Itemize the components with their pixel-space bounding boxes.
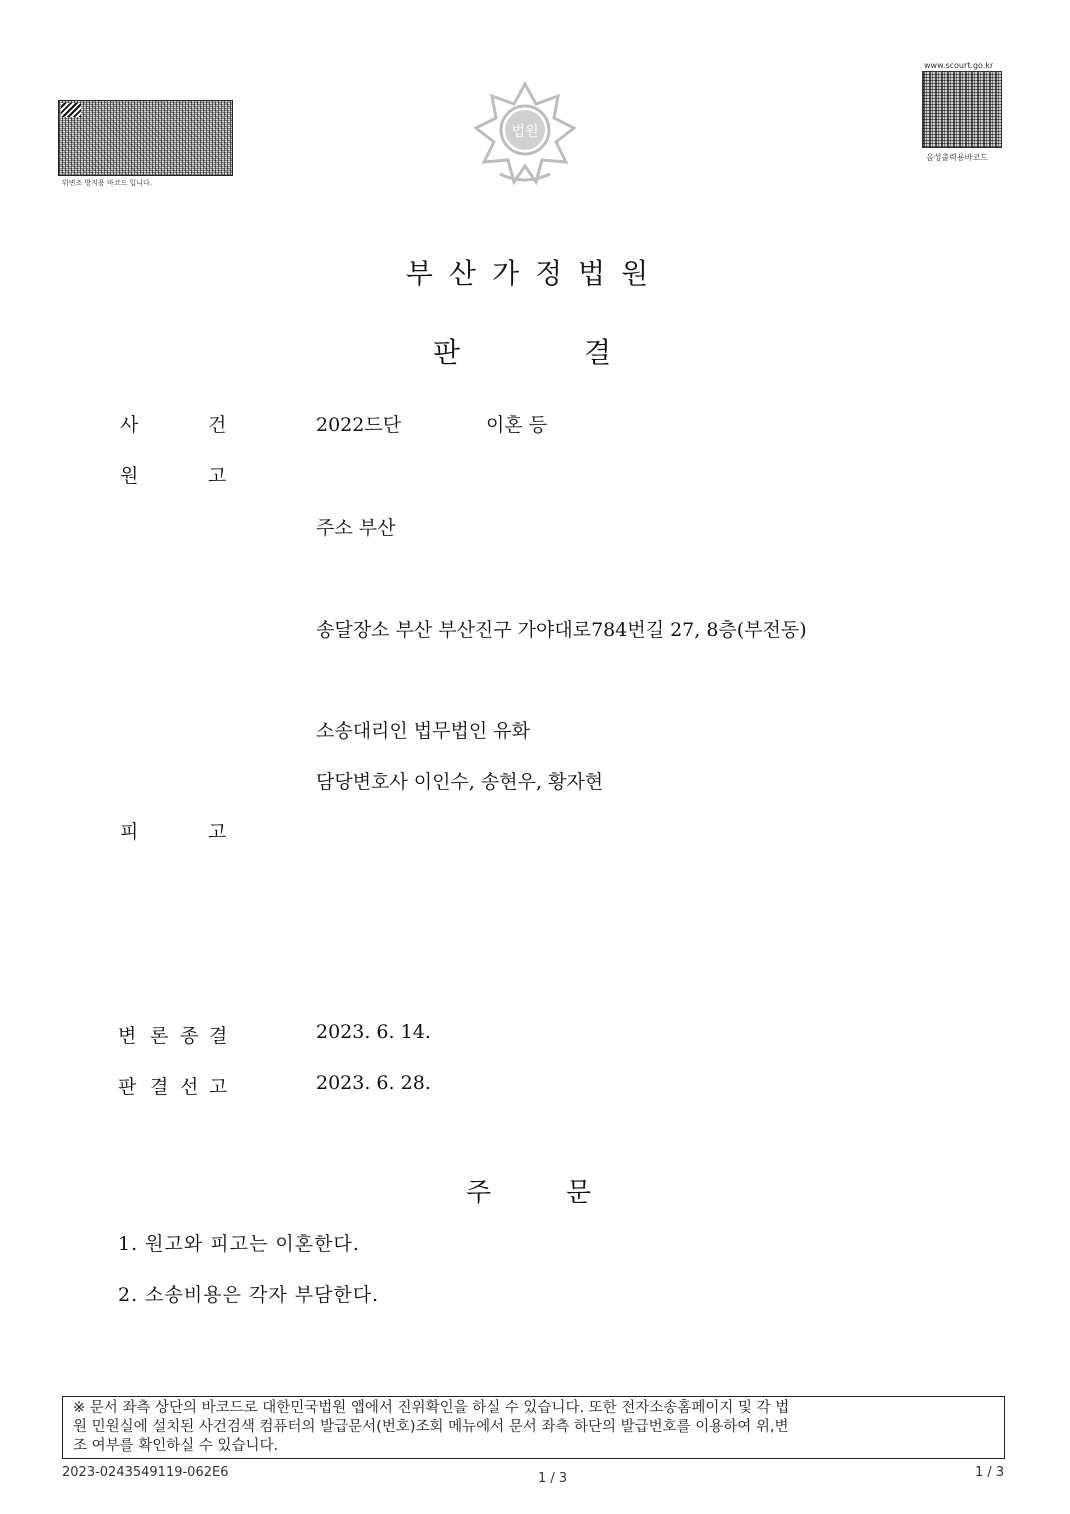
plaintiff-label-1: 원 (120, 465, 139, 487)
case-label-2: 건 (208, 414, 227, 436)
closing-label-1: 변 (118, 1025, 137, 1047)
page-number-center: 1 / 3 (538, 1471, 568, 1486)
judgment-date: 2023. 6. 28. (316, 1072, 431, 1094)
judgment-label-4: 고 (209, 1076, 228, 1098)
order-title-first-char: 주 (466, 1178, 492, 1208)
judgment-label-3: 선 (180, 1076, 199, 1098)
closing-label-2: 론 (150, 1025, 169, 1047)
judgment-label-1: 판 (118, 1076, 137, 1098)
closing-label-3: 종 (180, 1025, 199, 1047)
barcode-caption: 위변조 방지용 바코드 입니다. (62, 179, 153, 187)
plaintiff-lawyers: 담당변호사 이인수, 송현우, 황자현 (316, 771, 604, 793)
verification-barcode (58, 100, 233, 176)
closing-date: 2023. 6. 14. (316, 1021, 431, 1043)
plaintiff-attorney: 소송대리인 법무법인 유화 (316, 720, 530, 742)
notice-line-2: 원 민원실에 설치된 사건검색 컴퓨터의 발급문서(번호)조회 메뉴에서 문서 좌측 하단의 발급번호를 이용하여 위,변 (73, 1419, 789, 1435)
seal-text: 법원 (511, 124, 539, 140)
court-seal-logo (470, 78, 580, 188)
issue-number: 2023-0243549119-062E6 (62, 1465, 229, 1480)
barcode-corner-mark (61, 103, 81, 117)
case-number: 2022드단 (316, 414, 402, 436)
verification-notice (62, 1396, 1005, 1459)
defendant-label-1: 피 (120, 821, 139, 843)
plaintiff-service-address: 송달장소 부산 부산진구 가야대로784번길 27, 8층(부전동) (316, 619, 807, 641)
court-name: 부산가정법원 (405, 257, 665, 290)
order-title-second-char: 문 (566, 1178, 592, 1208)
doc-title-second-char: 결 (584, 336, 612, 369)
closing-label-4: 결 (209, 1025, 228, 1047)
order-item-2: 2. 소송비용은 각자 부담한다. (118, 1284, 380, 1306)
voice-barcode-caption: 음성출력용바코드 (926, 153, 988, 162)
voice-output-barcode (922, 71, 1002, 148)
notice-line-1: ※ 문서 좌측 상단의 바코드로 대한민국법원 앱에서 진위확인을 하실 수 있습니다. 또한 전자소송홈페이지 및 각 법 (73, 1400, 790, 1416)
plaintiff-label-2: 고 (208, 465, 227, 487)
judgment-label-2: 결 (150, 1076, 169, 1098)
case-label-1: 사 (120, 414, 139, 436)
page-number-right: 1 / 3 (975, 1465, 1005, 1480)
order-item-1: 1. 원고와 피고는 이혼한다. (118, 1233, 360, 1255)
court-url: www.scourt.go.kr (924, 61, 994, 70)
doc-title-first-char: 판 (433, 336, 461, 369)
notice-line-3: 조 여부를 확인하실 수 있습니다. (73, 1438, 279, 1454)
defendant-label-2: 고 (208, 821, 227, 843)
plaintiff-address: 주소 부산 (316, 517, 396, 539)
case-name: 이혼 등 (486, 414, 548, 436)
